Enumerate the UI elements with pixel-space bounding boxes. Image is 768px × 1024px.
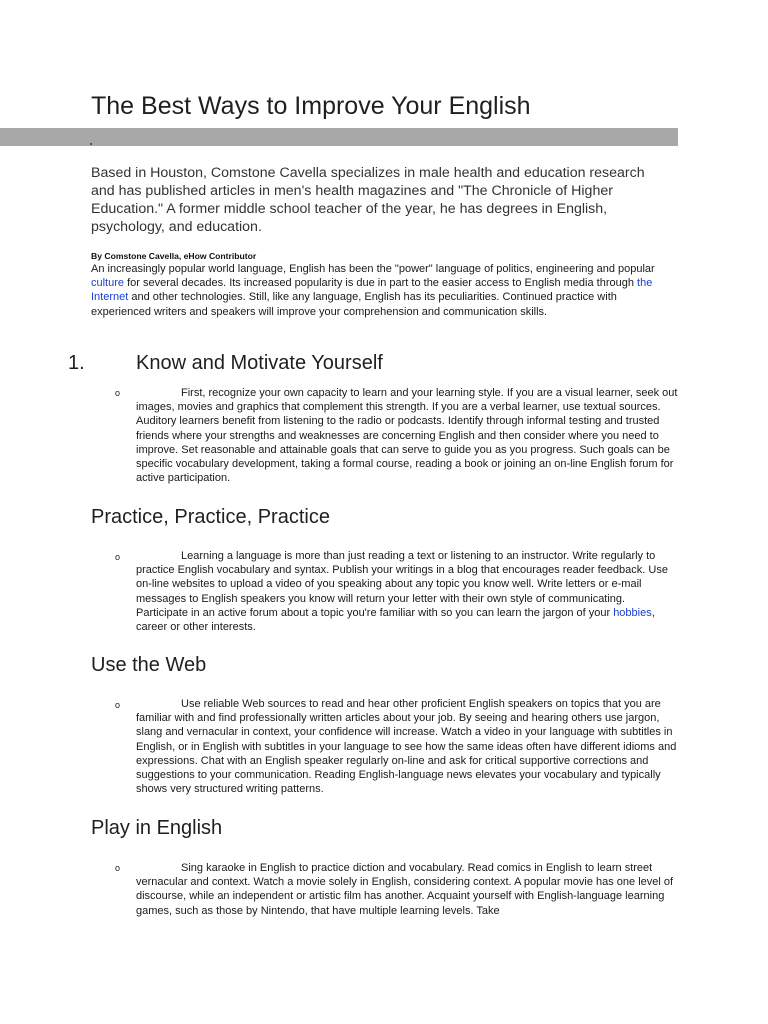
title-divider-bar xyxy=(0,128,678,146)
section-text-use-web: Use reliable Web sources to read and hear other proficient English speakers on topics that you are familiar with and find professionally written articles about your job. By seeing and hearing others use jargon, slang and vernacular in context, your confidence will increase. Watch a video in your language with subtitles in English, or in English with subtitles in your language to see how the same ideas often have different idioms and expressions. Chat with an English speaker regularly on-line and ask for critical supportive corrections and suggestions to your communication. Reading English-language news elevates your vocabulary and typically shows very structured writing patterns. xyxy=(136,698,677,796)
page-title: The Best Ways to Improve Your English xyxy=(91,92,531,120)
lead-text-2: for several decades. Its increased popularity is due in part to the easier access to English media through xyxy=(124,277,638,290)
practice-text-1: Learning a language is more than just reading a text or listening to an instructor. Write regularly to practice English vocabulary and syntax. Publish your writings in a blog that encourages reader feedback. Use on-line websites to upload a video of you speaking about any topic you know well. Write letters or e-mail messages to English speakers you know will return your letter with their own style of communicating. Participate in an active forum about a topic you're familiar with so you can learn the jargon of your xyxy=(136,550,668,619)
internet-link[interactable]: the Internet xyxy=(91,277,653,304)
section-text-practice xyxy=(136,549,678,634)
lead-text-1: An increasingly popular world language, English has been the "power" language of politics, engineering and popular xyxy=(91,263,655,275)
divider-mark xyxy=(90,143,92,145)
section-heading-know-motivate: Know and Motivate Yourself xyxy=(136,352,383,374)
bullet-marker: o xyxy=(115,700,121,710)
section-heading-use-web: Use the Web xyxy=(91,654,207,676)
section-heading-practice: Practice, Practice, Practice xyxy=(91,506,330,528)
section-text-play: Sing karaoke in English to practice diction and vocabulary. Read comics in English to learn street vernacular and context. Watch a movie solely in English, considering context. A popular movie has one level of discourse, while an independent or artistic film has another. Acquaint yourself with English-language learning games, such as those by Nintendo, that have multiple learning levels. Take xyxy=(136,862,674,917)
bullet-marker: o xyxy=(115,863,121,873)
practice-text-2: , career or other interests. xyxy=(136,606,655,634)
section-text-know-motivate: First, recognize your own capacity to learn and your learning style. If you are a visual learner, seek out images, movies and graphics that complement this strength. If you are a verbal learner, use textual sources. Auditory learners benefit from listening to the radio or podcasts. Identify through informal testing and trusted friends where your strengths and weaknesses are concerning English and then consider where you need to improve. Set reasonable and attainable goals that can serve to guide you as you progress. Such goals can be specific vocabulary development, taking a formal course, reading a book or joining an on-line English forum for active participation. xyxy=(136,387,678,485)
culture-link[interactable]: culture xyxy=(91,277,125,290)
hobbies-link[interactable]: hobbies xyxy=(613,606,652,619)
lead-paragraph xyxy=(91,262,669,319)
author-bio: Based in Houston, Comstone Cavella specializes in male health and education research and has published articles in men's health magazines and "The Chronicle of Higher Education." A former middle school teacher of the year, he has degrees in English, psychology, and education. xyxy=(91,165,645,235)
bullet-marker: o xyxy=(115,388,121,398)
step-number: 1. xyxy=(68,352,85,374)
section-heading-play: Play in English xyxy=(91,817,223,839)
bullet-marker: o xyxy=(115,552,121,562)
lead-text-3: and other technologies. Still, like any language, English has its peculiarities. Continued practice with experienced writers and speakers will improve your comprehension and communication skills. xyxy=(91,291,617,318)
byline: By Comstone Cavella, eHow Contributor xyxy=(91,251,257,261)
